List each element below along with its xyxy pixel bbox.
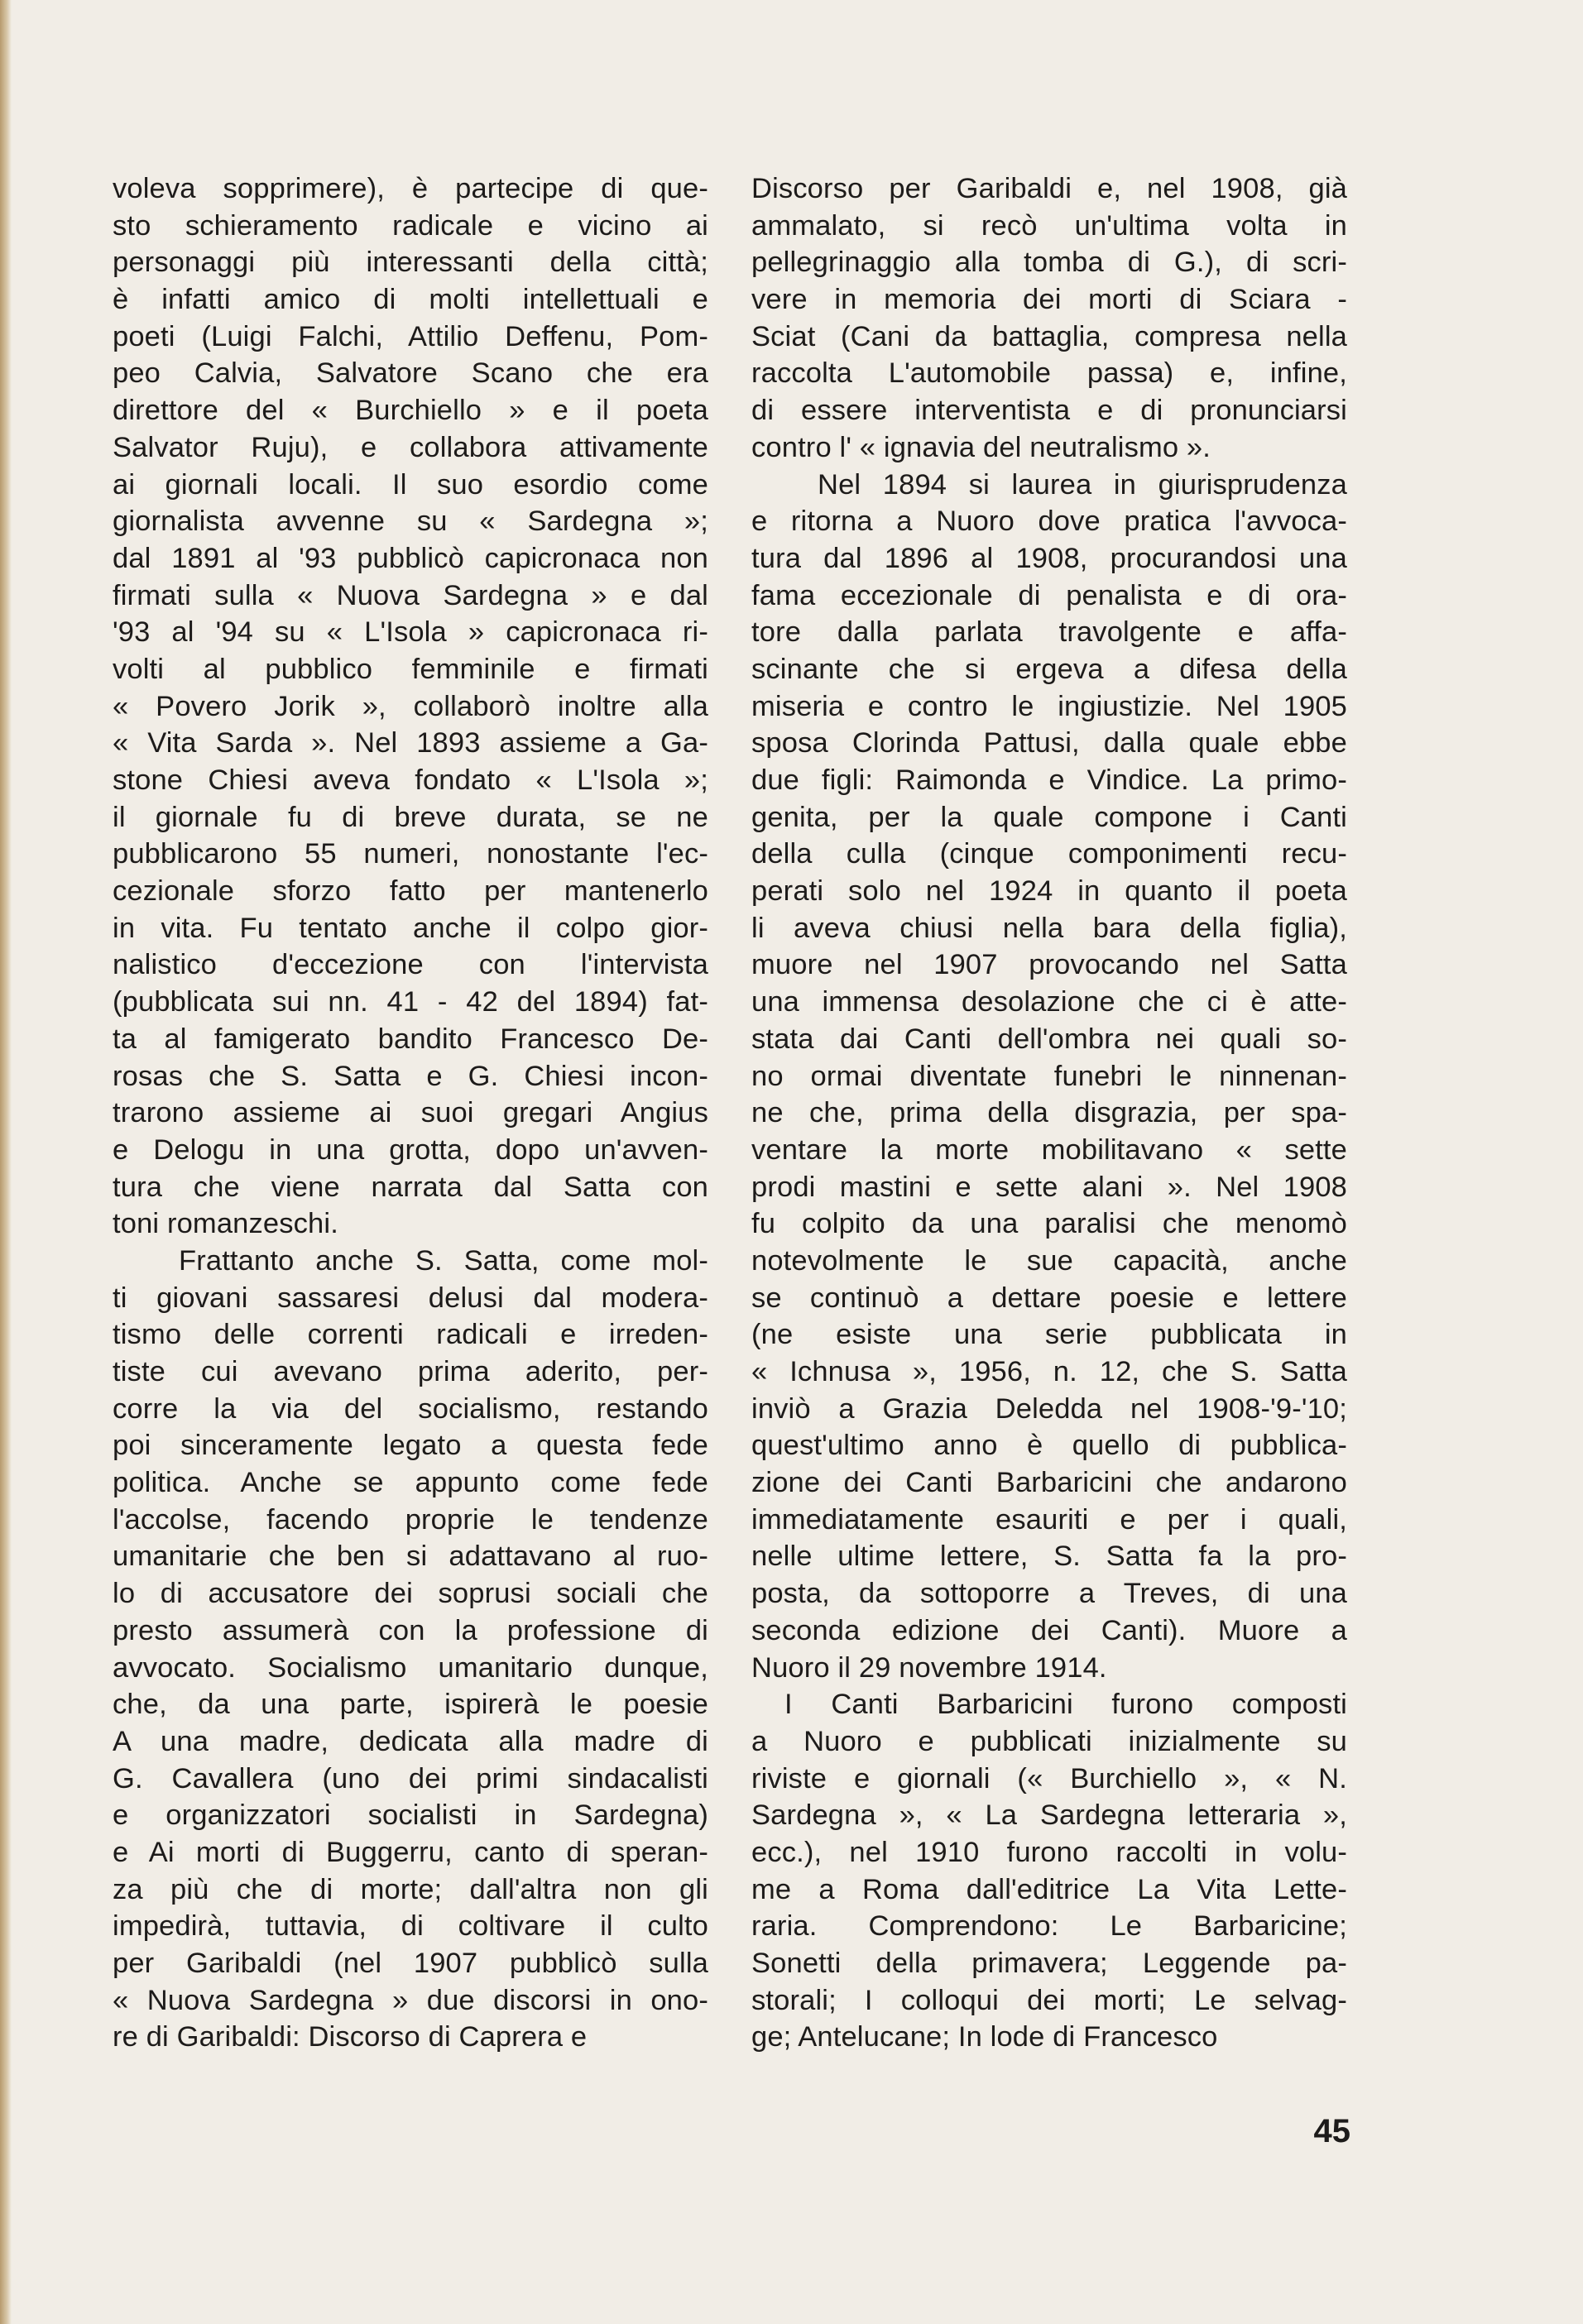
text-line: tismo delle correnti radicali e irreden- [113, 1319, 708, 1351]
text-line: volti al pubblico femminile e firmati [113, 653, 708, 685]
text-line: lo di accusatore dei soprusi sociali che [113, 1578, 708, 1610]
text-line: storali; I colloqui dei morti; Le selvag- [751, 1984, 1347, 2016]
text-line: direttore del « Burchiello » e il poeta [113, 395, 708, 427]
text-line: della culla (cinque componimenti recu- [751, 838, 1347, 870]
text-line: di essere interventista e di pronunciarsi [751, 395, 1347, 427]
text-line: ne che, prima della disgrazia, per spa- [751, 1097, 1347, 1129]
text-line: due figli: Raimonda e Vindice. La primo- [751, 764, 1347, 796]
text-line: che, da una parte, ispirerà le poesie [113, 1689, 708, 1721]
text-line: seconda edizione dei Canti). Muore a [751, 1614, 1347, 1646]
page-binding-edge [0, 0, 12, 2324]
text-line: « Nuova Sardegna » due discorsi in ono- [113, 1984, 708, 2016]
text-line: miseria e contro le ingiustizie. Nel 1905 [751, 690, 1347, 722]
text-line: « Povero Jorik », collaborò inoltre alla [113, 690, 708, 722]
text-line: corre la via del socialismo, restando [113, 1392, 708, 1425]
text-line: stone Chiesi aveva fondato « L'Isola »; [113, 764, 708, 796]
text-line: tura dal 1896 al 1908, procurandosi una [751, 542, 1347, 574]
text-line: se continuò a dettare poesie e lettere [751, 1282, 1347, 1314]
text-line: firmati sulla « Nuova Sardegna » e dal [113, 579, 708, 611]
text-line: poeti (Luigi Falchi, Attilio Deffenu, Pom- [113, 320, 708, 352]
text-line: posta, da sottoporre a Treves, di una [751, 1578, 1347, 1610]
text-line: scinante che si ergeva a difesa della [751, 653, 1347, 685]
text-line: tore dalla parlata travolgente e affa- [751, 616, 1347, 649]
text-line: trarono assieme ai suoi gregari Angius [113, 1097, 708, 1129]
text-line: muore nel 1907 provocando nel Satta [751, 949, 1347, 981]
text-line: Frattanto anche S. Satta, come mol- [179, 1244, 708, 1277]
text-line: vere in memoria dei morti di Sciara - [751, 284, 1347, 316]
text-line: notevolmente le sue capacità, anche [751, 1244, 1347, 1277]
text-line: re di Garibaldi: Discorso di Caprera e [113, 2021, 588, 2053]
text-line: Discorso per Garibaldi e, nel 1908, già [751, 173, 1347, 204]
text-line: Salvator Ruju), e collabora attivamente [113, 431, 708, 463]
text-line: immediatamente esauriti e per i quali, [751, 1503, 1347, 1536]
text-line: nalistico d'eccezione con l'intervista [113, 949, 708, 981]
text-line: peo Calvia, Salvatore Scano che era [113, 357, 708, 390]
text-line: pubblicarono 55 numeri, nonostante l'ec- [113, 838, 708, 870]
text-line: toni romanzeschi. [113, 1208, 338, 1240]
text-line: umanitarie che ben si adattavano al ruo- [113, 1541, 708, 1573]
text-line: sposa Clorinda Pattusi, dalla quale ebbe [751, 727, 1347, 759]
text-line: G. Cavallera (uno dei primi sindacalisti [113, 1762, 708, 1795]
text-line: e organizzatori socialisti in Sardegna) [113, 1799, 708, 1832]
text-line: è infatti amico di molti intellettuali e [113, 284, 708, 316]
text-line: sto schieramento radicale e vicino ai [113, 209, 708, 242]
text-line: presto assumerà con la professione di [113, 1614, 708, 1646]
text-line: ge; Antelucane; In lode di Francesco [751, 2021, 1218, 2053]
text-line: impedirà, tuttavia, di coltivare il culto [113, 1910, 708, 1943]
text-line: personaggi più interessanti della città; [113, 247, 708, 279]
text-line: dal 1891 al '93 pubblicò capicronaca non [113, 542, 708, 574]
text-line: tura che viene narrata dal Satta con [113, 1171, 708, 1203]
text-line: e ritorna a Nuoro dove pratica l'avvoca- [751, 506, 1347, 538]
text-line: l'accolse, facendo proprie le tendenze [113, 1503, 708, 1536]
left-text-column [113, 170, 708, 2056]
text-line: (ne esiste una serie pubblicata in [751, 1319, 1347, 1351]
text-line: Sardegna », « La Sardegna letteraria », [751, 1799, 1347, 1832]
text-line: e Ai morti di Buggerru, canto di speran- [113, 1836, 708, 1868]
text-line: ecc.), nel 1910 furono raccolti in volu- [751, 1836, 1347, 1868]
text-line: per Garibaldi (nel 1907 pubblicò sulla [113, 1948, 708, 1979]
text-line: ta al famigerato bandito Francesco De- [113, 1023, 708, 1055]
text-line: riviste e giornali (« Burchiello », « N. [751, 1762, 1347, 1795]
text-line: ai giornali locali. Il suo esordio come [113, 468, 708, 501]
text-line: Nuoro il 29 novembre 1914. [751, 1651, 1107, 1684]
text-line: ventare la morte mobilitavano « sette [751, 1133, 1347, 1166]
text-line: tiste cui avevano prima aderito, per- [113, 1356, 708, 1387]
text-line: ammalato, si recò un'ultima volta in [751, 209, 1347, 242]
text-line: « Ichnusa », 1956, n. 12, che S. Satta [751, 1356, 1347, 1387]
text-line: nelle ultime lettere, S. Satta fa la pro- [751, 1541, 1347, 1573]
right-text-column [751, 170, 1347, 2056]
text-line: politica. Anche se appunto come fede [113, 1467, 708, 1499]
text-line: fu colpito da una paralisi che menomò [751, 1208, 1347, 1240]
text-line: rosas che S. Satta e G. Chiesi incon- [113, 1060, 708, 1092]
text-line: A una madre, dedicata alla madre di [113, 1725, 708, 1757]
text-line: e Delogu in una grotta, dopo un'avven- [113, 1133, 708, 1166]
text-line: ti giovani sassaresi delusi dal modera- [113, 1282, 708, 1314]
text-line: a Nuoro e pubblicati inizialmente su [751, 1725, 1347, 1757]
text-line: '93 al '94 su « L'Isola » capicronaca ri- [113, 616, 708, 649]
text-line: in vita. Fu tentato anche il colpo gior- [113, 912, 708, 944]
text-line: me a Roma dall'editrice La Vita Lette- [751, 1873, 1347, 1905]
text-line: stata dai Canti dell'ombra nei quali so- [751, 1023, 1347, 1055]
text-line: avvocato. Socialismo umanitario dunque, [113, 1651, 708, 1684]
text-line: Sonetti della primavera; Leggende pa- [751, 1948, 1347, 1979]
text-line: contro l' « ignavia del neutralismo ». [751, 431, 1211, 463]
text-line: fama eccezionale di penalista e di ora- [751, 579, 1347, 611]
text-line: za più che di morte; dall'altra non gli [113, 1873, 708, 1905]
text-line: I Canti Barbaricini furono composti [784, 1689, 1347, 1721]
text-line: cezionale sforzo fatto per mantenerlo [113, 875, 708, 908]
text-line: voleva sopprimere), è partecipe di que- [113, 173, 708, 204]
text-line: quest'ultimo anno è quello di pubblica- [751, 1430, 1347, 1462]
text-line: perati solo nel 1924 in quanto il poeta [751, 875, 1347, 908]
text-line: poi sinceramente legato a questa fede [113, 1430, 708, 1462]
text-line: « Vita Sarda ». Nel 1893 assieme a Ga- [113, 727, 708, 759]
text-line: raria. Comprendono: Le Barbaricine; [751, 1910, 1347, 1943]
text-line: genita, per la quale compone i Canti [751, 801, 1347, 833]
text-line: (pubblicata sui nn. 41 - 42 del 1894) fat- [113, 986, 708, 1018]
text-line: giornalista avvenne su « Sardegna »; [113, 506, 708, 538]
text-line: Nel 1894 si laurea in giurisprudenza [818, 468, 1347, 501]
text-line: il giornale fu di breve durata, se ne [113, 801, 708, 833]
text-line: inviò a Grazia Deledda nel 1908-'9-'10; [751, 1392, 1347, 1425]
page-number: 45 [1313, 2113, 1350, 2149]
text-line: zione dei Canti Barbaricini che andarono [751, 1467, 1347, 1499]
text-line: li aveva chiusi nella bara della figlia), [751, 912, 1347, 944]
text-line: Sciat (Cani da battaglia, compresa nella [751, 320, 1347, 352]
text-line: una immensa desolazione che ci è atte- [751, 986, 1347, 1018]
text-line: prodi mastini e sette alani ». Nel 1908 [751, 1171, 1347, 1203]
text-line: raccolta L'automobile passa) e, infine, [751, 357, 1347, 390]
text-line: no ormai diventate funebri le ninnenan- [751, 1060, 1347, 1092]
text-line: pellegrinaggio alla tomba di G.), di scri- [751, 247, 1347, 279]
